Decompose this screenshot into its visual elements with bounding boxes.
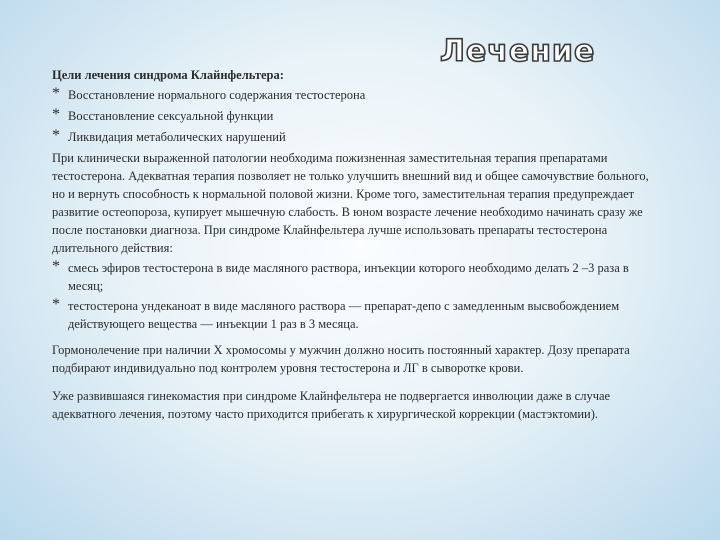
drug-form-text: смесь эфиров тестостерона в виде масляного раствора, инъекции которого необходимо делать 2 –3 раза в месяц; — [68, 261, 629, 293]
hormone-therapy-paragraph: Гормонолечение при наличии X хромосомы у мужчин должно носить постоянный характер. Дозу препарата подбирают индивидуально под контролем уровня тестостерона и ЛГ в сыворотке крови. — [52, 343, 630, 375]
slide-content — [52, 66, 662, 423]
goal-item — [52, 128, 662, 146]
bullet-icon: * — [52, 258, 60, 275]
drug-forms-list — [52, 259, 662, 333]
goal-item — [52, 86, 662, 104]
bullet-icon: * — [52, 127, 60, 144]
slide-title: Лечение — [440, 34, 596, 69]
goal-text: Восстановление нормального содержания тестостерона — [68, 88, 366, 102]
therapy-paragraph: При клинически выраженной патологии необходима пожизненная заместительная терапия препаратами тестостерона. Адекватная терапия позволяет не только улучшить внешний вид и общее самочувствие больного, но и вернуть способность к нормальной половой жизни. Кроме того, заместительная терапия предупреждает развитие остеопороза, купирует мышечную слабость. В юном возрасте лечение необходимо начинать сразу же после постановки диагноза. При синдроме Клайнфельтера лучше использовать препараты тестостерона длительного действия: — [52, 151, 649, 255]
gynecomastia-paragraph: Уже развившаяся гинекомастия при синдроме Клайнфельтера не подвергается инволюции даже в случае адекватного лечения, поэтому часто приходится прибегать к хирургической коррекции (мастэктомии). — [52, 389, 611, 421]
bullet-icon: * — [52, 296, 60, 313]
goals-list — [52, 86, 662, 146]
drug-form-item — [52, 297, 662, 333]
goal-item — [52, 107, 662, 125]
bullet-icon: * — [52, 85, 60, 102]
drug-form-text: тестостерона ундеканоат в виде масляного раствора — препарат-депо с замедленным высвобождением действующего вещества — инъекции 1 раз в 3 месяца. — [68, 299, 620, 331]
bullet-icon: * — [52, 106, 60, 123]
goal-text: Восстановление сексуальной функции — [68, 109, 274, 123]
goal-text: Ликвидация метаболических нарушений — [68, 130, 286, 144]
drug-form-item — [52, 259, 662, 295]
goals-heading: Цели лечения синдрома Клайнфельтера: — [52, 68, 284, 82]
